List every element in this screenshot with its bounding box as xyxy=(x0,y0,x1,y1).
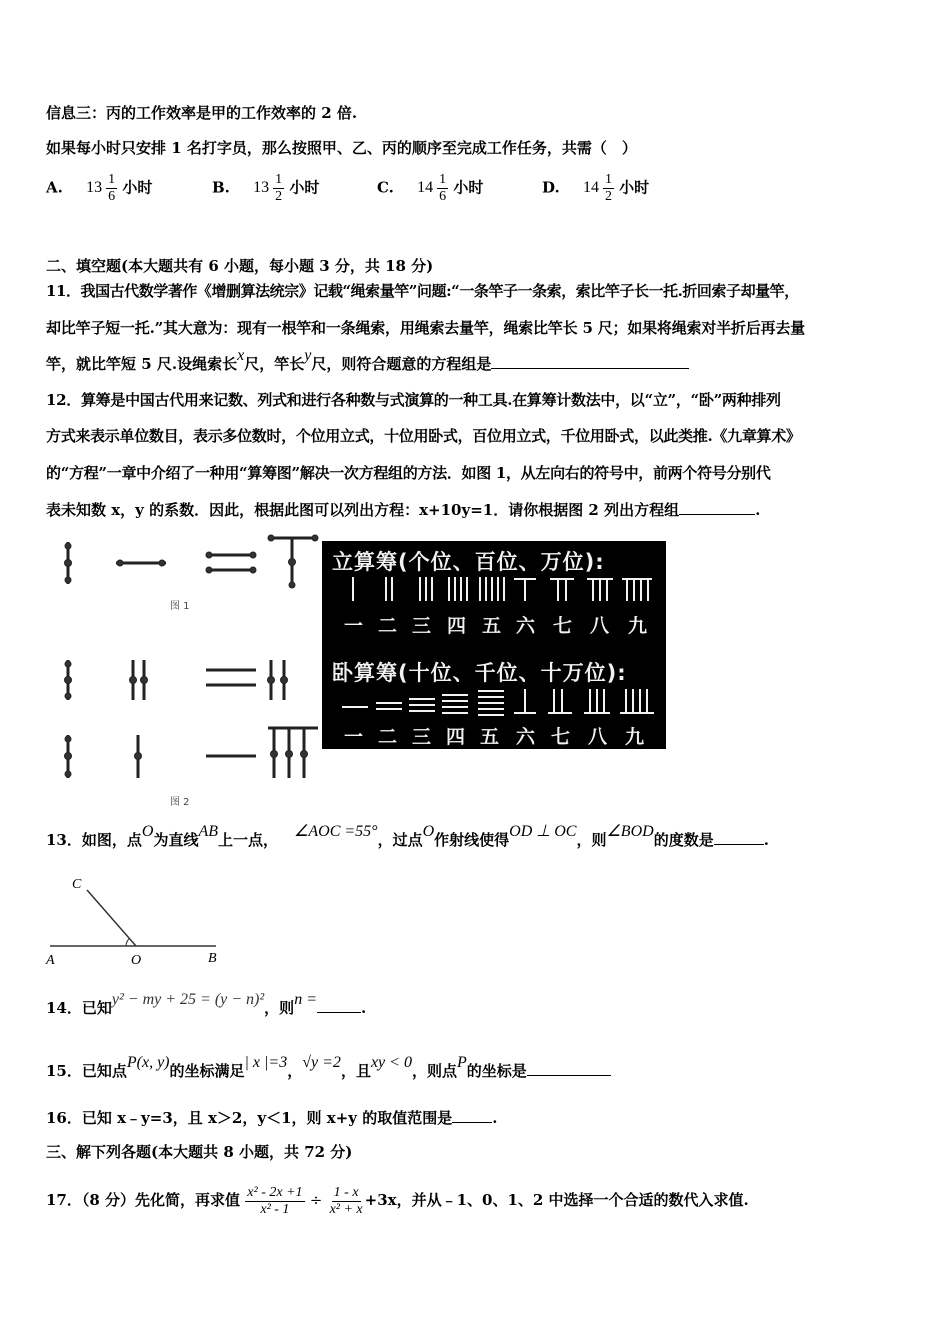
fig2-row2 xyxy=(65,728,319,778)
numeral: 三 xyxy=(412,615,432,637)
vertical-rods-title: 立算筹(个位、百位、万位): xyxy=(332,550,605,574)
q12-line4 xyxy=(46,500,760,520)
q13-end: . xyxy=(763,831,769,849)
option-unit: 小时 xyxy=(122,178,153,197)
point-o: O xyxy=(141,823,154,840)
numeral: 四 xyxy=(446,726,466,748)
numeral: 九 xyxy=(628,615,648,637)
numeral: 九 xyxy=(625,726,645,748)
od-perp-oc: OD ⊥ OC xyxy=(509,823,577,840)
option-den: 6 xyxy=(439,189,447,204)
division-sign: ÷ xyxy=(309,1191,323,1209)
numeral: 七 xyxy=(553,615,573,637)
numeral: 七 xyxy=(551,726,571,748)
q12-text: 表未知数 x，y 的系数．因此，根据此图可以列出方程：x+10y=1．请你根据图 2 列出方程组 xyxy=(46,501,680,519)
q13-line xyxy=(46,823,769,851)
fraction-1-numerator: x² - 2x +1 xyxy=(247,1184,303,1200)
abs-x: | x |=3 xyxy=(244,1054,288,1071)
q13-text: 13．如图，点 xyxy=(46,831,142,849)
option-b[interactable] xyxy=(212,172,319,205)
fig1-rod-equal xyxy=(206,552,256,573)
line-ab: AB xyxy=(198,823,218,840)
q15-text: 的坐标是 xyxy=(466,1062,527,1080)
numeral: 八 xyxy=(590,615,610,637)
var-x: x xyxy=(237,347,245,364)
option-num: 1 xyxy=(275,172,283,187)
q17-text: 17．（8 分）先化简，再求值 xyxy=(46,1191,241,1209)
label-o: O xyxy=(131,953,142,968)
option-letter: C. xyxy=(377,178,394,197)
fraction-1-denominator: x² - 1 xyxy=(260,1201,290,1217)
figure1-label: 图 1 xyxy=(170,601,190,612)
numeral: 一 xyxy=(344,726,364,748)
numeral: 八 xyxy=(588,726,608,748)
fraction-2-denominator: x² + x xyxy=(329,1201,363,1217)
q16-line xyxy=(46,1108,497,1128)
var-y: y xyxy=(304,347,312,364)
label-b: B xyxy=(208,951,217,966)
option-whole: 13 xyxy=(86,179,103,197)
numeral: 六 xyxy=(516,615,536,637)
q13-text: 上一点， xyxy=(218,831,279,849)
q14-text: 14．已知 xyxy=(46,999,112,1017)
option-d[interactable] xyxy=(542,172,649,205)
option-unit: 小时 xyxy=(453,178,484,197)
q11-text: 竿，就比竿短 5 尺.设绳索长 xyxy=(46,355,238,373)
answer-blank[interactable] xyxy=(317,998,361,1013)
option-unit: 小时 xyxy=(289,178,320,197)
ray-oc-drawing xyxy=(87,890,136,946)
q12-line2: 方式来表示单位数目，表示多位数时，个位用立式，十位用卧式，百位用立式，千位用卧式，以此类推.《九章算术》 xyxy=(46,427,801,445)
q12-line3: 的“方程”一章中介绍了一种用“算筹图”解决一次方程组的方法．如图 1，从左向右的符号中，前两个符号分别代 xyxy=(46,464,771,482)
numeral: 五 xyxy=(480,726,500,748)
fig1-rod-t xyxy=(268,535,318,588)
q13-angle-figure xyxy=(44,872,234,972)
q13-text: ，过点 xyxy=(377,831,423,849)
counting-rod-chart xyxy=(322,541,666,749)
option-whole: 14 xyxy=(582,179,599,197)
question-intro: 如果每小时只安排 1 名打字员，那么按照甲、乙、丙的顺序至完成工作任务，共需（ ） xyxy=(46,139,637,157)
q15-line xyxy=(46,1054,611,1082)
numeral: 六 xyxy=(516,726,536,748)
q14-n: n = xyxy=(294,991,317,1008)
point-o: O xyxy=(422,823,435,840)
info3-text: 信息三：丙的工作效率是甲的工作效率的 2 倍. xyxy=(46,104,358,122)
numeral: 二 xyxy=(378,726,398,748)
q11-text: 尺，则符合题意的方程组是 xyxy=(311,355,492,373)
option-whole: 14 xyxy=(417,179,434,197)
option-den: 2 xyxy=(604,189,612,204)
q17-text: +3x，并从﹣1、0、1、2 中选择一个合适的数代入求值. xyxy=(364,1191,749,1209)
vertical-rod-symbols xyxy=(322,573,666,607)
option-den: 2 xyxy=(275,189,283,204)
q11-line1: 11．我国古代数学著作《增删算法统宗》记载“绳索量竿”问题:“一条竿子一条索，索比竿子长一托.折回索子却量竿， xyxy=(46,282,799,300)
answer-blank[interactable] xyxy=(527,1061,611,1076)
answer-blank[interactable] xyxy=(452,1108,492,1123)
numeral: 五 xyxy=(482,615,502,637)
counting-rod-figures xyxy=(46,530,322,810)
answer-blank[interactable] xyxy=(679,500,755,515)
horizontal-rods-title: 卧算筹(十位、千位、十万位): xyxy=(332,661,627,685)
fig1-rod-horizontal xyxy=(116,560,166,566)
point-p: P xyxy=(456,1054,467,1071)
option-letter: A. xyxy=(46,178,63,197)
q14-text: ，则 xyxy=(264,999,295,1017)
option-letter: D. xyxy=(542,178,560,197)
horizontal-rod-symbols xyxy=(322,687,666,717)
label-a: A xyxy=(46,953,55,968)
q12-line1: 12．算筹是中国古代用来记数、列式和进行各种数与式演算的一种工具.在算筹计数法中，以“立”，“卧”两种排列 xyxy=(46,391,781,409)
xy-negative: xy < 0 xyxy=(370,1054,412,1071)
q15-text: 15．已知点 xyxy=(46,1062,127,1080)
option-letter: B. xyxy=(212,178,230,197)
q11-line2: 却比竿子短一托.”其大意为：现有一根竿和一条绳索，用绳索去量竿，绳索比竿长 5 尺；如果将绳索对半折后再去量 xyxy=(46,319,805,337)
point-p: P(x, y) xyxy=(126,1054,170,1071)
fraction-2-numerator: 1 - x xyxy=(333,1184,359,1200)
q13-text: 的度数是 xyxy=(653,831,714,849)
label-c: C xyxy=(72,877,82,892)
q16-text: 16．已知 x﹣y=3，且 x＞2，y＜1，则 x+y 的取值范围是 xyxy=(46,1109,453,1127)
numeral: 三 xyxy=(412,726,432,748)
q17-line xyxy=(46,1176,749,1224)
numeral: 二 xyxy=(378,615,398,637)
section-3-heading: 三、解下列各题(本大题共 8 小题，共 72 分) xyxy=(46,1143,353,1161)
sqrt-y: √y =2 xyxy=(302,1054,341,1071)
q15-text: 的坐标满足 xyxy=(169,1062,245,1080)
option-num: 1 xyxy=(108,172,116,187)
q15-text: ， xyxy=(287,1062,303,1080)
q16-end: . xyxy=(492,1109,498,1127)
answer-blank[interactable] xyxy=(714,830,764,845)
angle-bod: ∠BOD xyxy=(606,823,654,840)
numeral: 四 xyxy=(447,615,467,637)
figure2-label: 图 2 xyxy=(170,797,190,808)
q15-text: ，则点 xyxy=(411,1062,457,1080)
q13-text: 为直线 xyxy=(153,831,199,849)
q13-text: 作射线使得 xyxy=(434,831,510,849)
option-den: 6 xyxy=(108,189,116,204)
option-c[interactable] xyxy=(377,172,483,205)
q11-line3 xyxy=(46,347,689,375)
angle-arc xyxy=(126,938,130,946)
option-whole: 13 xyxy=(253,179,270,197)
option-unit: 小时 xyxy=(619,178,650,197)
q14-equation: y² − my + 25 = (y − n)² xyxy=(111,991,265,1008)
fig1-rod-vertical-1 xyxy=(65,542,72,584)
q15-text: ，且 xyxy=(340,1062,371,1080)
option-num: 1 xyxy=(604,172,612,187)
q14-end: . xyxy=(360,999,367,1017)
option-a[interactable] xyxy=(46,172,152,205)
q11-text: 尺，竿长 xyxy=(244,355,305,373)
option-num: 1 xyxy=(439,172,447,187)
q12-end: . xyxy=(755,501,761,519)
answer-blank[interactable] xyxy=(491,354,689,369)
numeral: 一 xyxy=(344,615,364,637)
q13-text: ，则 xyxy=(576,831,607,849)
q14-line xyxy=(46,991,367,1019)
fig2-row1 xyxy=(65,660,288,700)
angle-aoc: ∠AOC =55° xyxy=(294,823,378,840)
section-2-heading: 二、填空题(本大题共有 6 小题，每小题 3 分，共 18 分) xyxy=(46,257,434,275)
